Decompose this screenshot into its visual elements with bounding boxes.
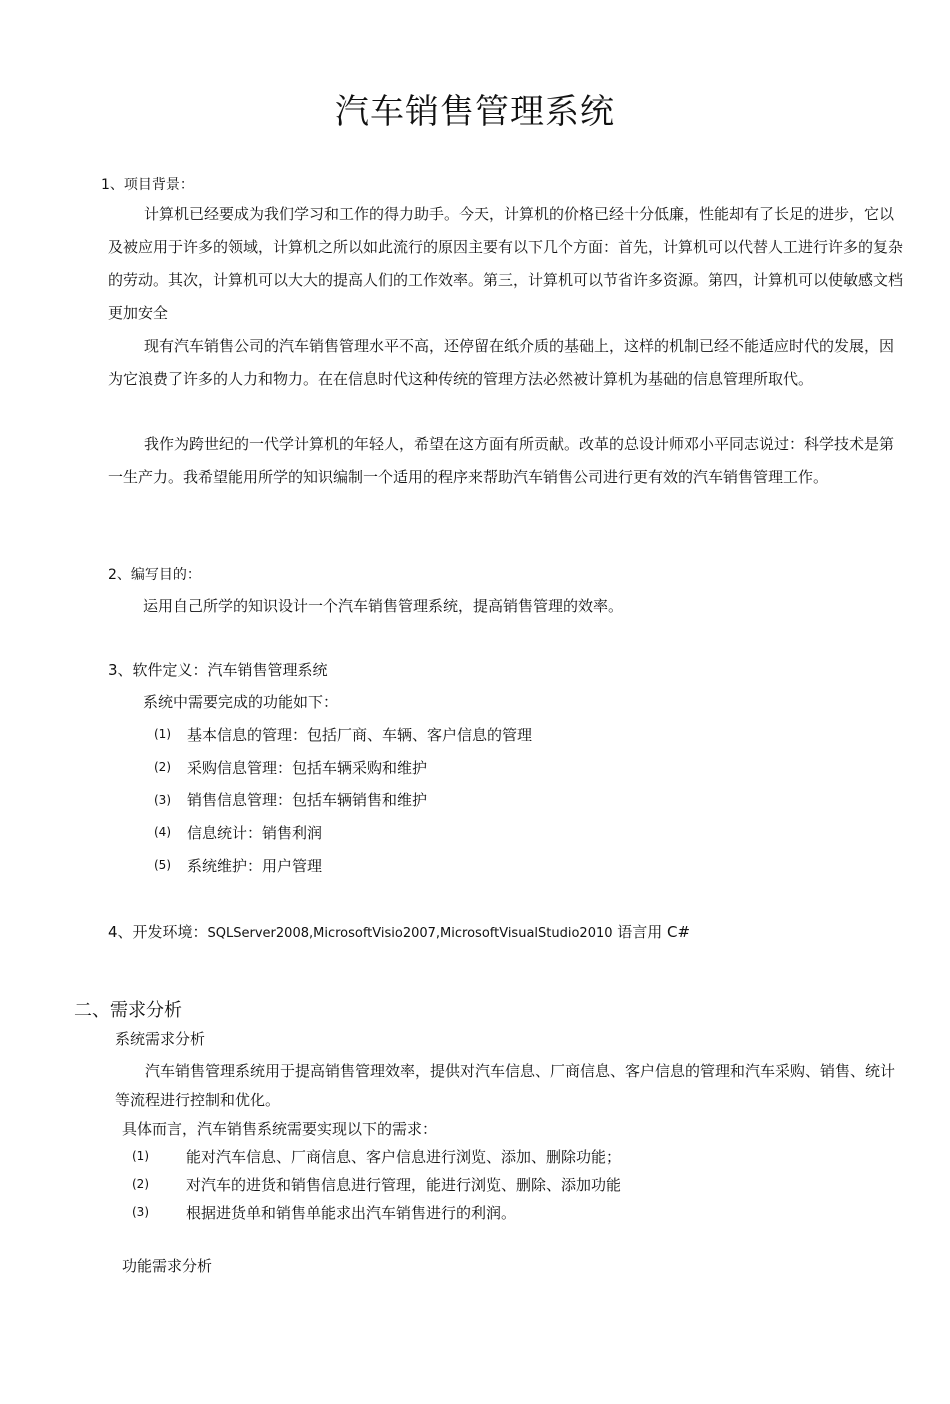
list-item-number: (2) [132, 1177, 149, 1191]
list-item-number: (1) [132, 1149, 149, 1163]
section-2-text: 运用自己所学的知识设计一个汽车销售管理系统，提高销售管理的效率。 [143, 597, 624, 615]
list-item-text: 信息统计：销售利润 [187, 824, 323, 842]
list-item-text: 对汽车的进货和销售信息进行管理，能进行浏览、删除、添加功能 [186, 1176, 622, 1194]
section-4-label: 4、开发环境： [108, 923, 208, 941]
list-item-text: 采购信息管理：包括车辆采购和维护 [187, 759, 428, 777]
list-item-text: 系统维护：用户管理 [187, 857, 323, 875]
functional-requirements-subheading: 功能需求分析 [122, 1257, 213, 1275]
list-item-text: 基本信息的管理：包括厂商、车辆、客户信息的管理 [187, 726, 533, 744]
section-3-heading: 3、软件定义：汽车销售管理系统 [108, 661, 328, 679]
list-item-number: (5) [154, 858, 171, 872]
list-item-number: (1) [154, 727, 171, 741]
section-4-line [108, 921, 690, 942]
part-2-heading: 二、需求分析 [74, 1000, 182, 1021]
section-1-paragraph-3: 我作为跨世纪的一代学计算机的年轻人，希望在这方面有所贡献。改革的总设计师邓小平同志说过：科学技术是第一生产力。我希望能用所学的知识编制一个适用的程序来帮助汽车销售公司进行更有效的汽车销售管理工作。 [108, 435, 895, 486]
section-1-paragraph-1: 计算机已经要成为我们学习和工作的得力助手。今天，计算机的价格已经十分低廉，性能却有了长足的进步，它以及被应用于许多的领域，计算机之所以如此流行的原因主要有以下几个方面：首先，计算机可以代替人工进行许多的复杂的劳动。其次，计算机可以大大的提高人们的工作效率。第三，计算机可以节省许多资源。第四，计算机可以使敏感文档更加安全 [108, 205, 904, 322]
list-item-number: (4) [154, 825, 171, 839]
list-item-number: (3) [132, 1205, 149, 1219]
list-item-text: 销售信息管理：包括车辆销售和维护 [187, 791, 428, 809]
section-1-heading: 1、项目背景： [101, 177, 194, 193]
environment-list: SQLServer2008,MicrosoftVisio2007,MicrosoftVisualStudio2010 [207, 926, 613, 941]
section-2-heading: 2、编写目的： [108, 567, 201, 583]
section-1-paragraph-2: 现有汽车销售公司的汽车销售管理水平不高，还停留在纸介质的基础上，这样的机制已经不能适应时代的发展，因为它浪费了许多的人力和物力。在在信息时代这种传统的管理方法必然被计算机为基础的信息管理所取代。 [108, 337, 895, 388]
requirements-intro: 具体而言，汽车销售系统需要实现以下的需求： [122, 1120, 438, 1138]
document-title: 汽车销售管理系统 [335, 92, 615, 132]
list-item-text: 根据进货单和销售单能求出汽车销售进行的利润。 [186, 1204, 517, 1222]
section-3-intro: 系统中需要完成的功能如下： [143, 693, 339, 711]
list-item-number: (3) [154, 793, 171, 807]
list-item-number: (2) [154, 760, 171, 774]
system-requirements-paragraph: 汽车销售管理系统用于提高销售管理效率，提供对汽车信息、厂商信息、客户信息的管理和汽车采购、销售、统计等流程进行控制和优化。 [115, 1062, 896, 1109]
language-note: 语言用 C# [612, 923, 691, 941]
list-item-text: 能对汽车信息、厂商信息、客户信息进行浏览、添加、删除功能； [186, 1148, 622, 1166]
system-requirements-subheading: 系统需求分析 [115, 1030, 206, 1048]
